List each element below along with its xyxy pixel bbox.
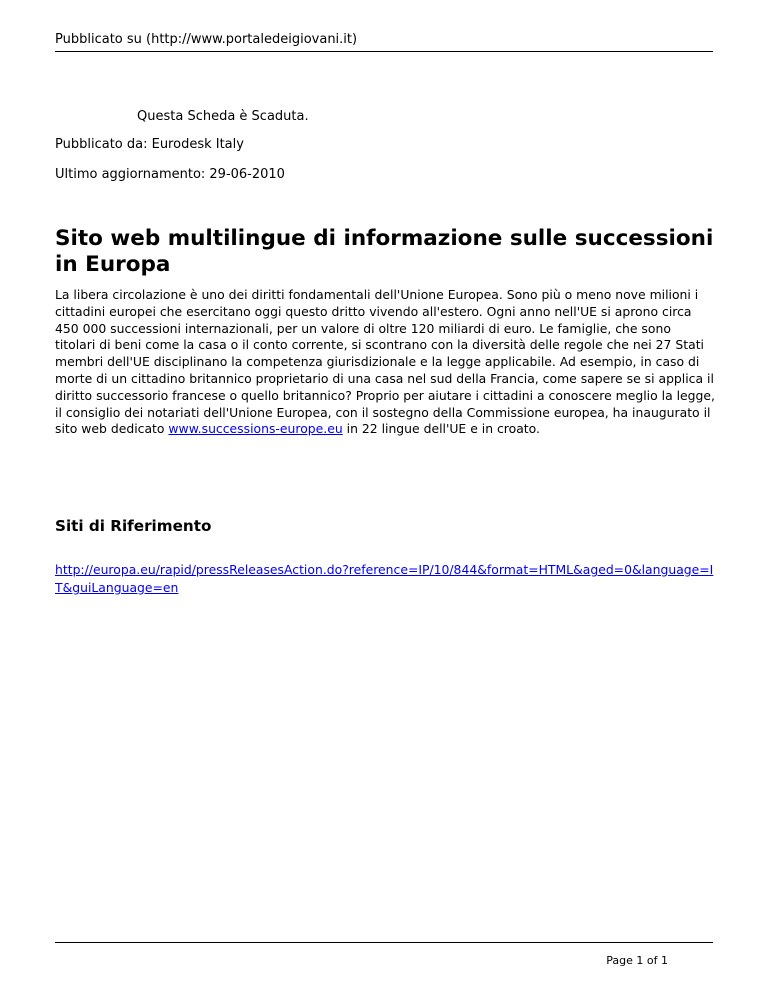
last-update: Ultimo aggiornamento: 29-06-2010 — [55, 167, 285, 182]
page-number: Page 1 of 1 — [606, 954, 668, 967]
reference-link[interactable]: http://europa.eu/rapid/pressReleasesAction.do?reference=IP/10/844&format=HTML&aged=0&language=IT&guiLanguage=en — [55, 562, 714, 595]
successions-europe-link[interactable]: www.successions-europe.eu — [168, 421, 343, 437]
references-link-container — [55, 561, 717, 597]
article-body-main: La libera circolazione è uno dei diritti fondamentali dell'Unione Europea. Sono più o meno nove milioni i cittadini europei che esercitano oggi questo dritto vivendo all'estero. Ogni anno nell'UE si aprono circa 450 000 successioni internazionali, per un valore di oltre 120 miliardi di euro. Le famiglie, che sono titolari di beni come la casa o il conto corrente, si scontrano con la diversità delle regole che nei 27 Stati membri dell'UE disciplinano la competenza giurisdizionale e la legge applicabile. Ad esempio, in caso di morte di un cittadino britannico proprietario di una casa nel sud della Francia, come sapere se si applica il diritto successorio francese o quello britannico? Proprio per aiutare i cittadini a conoscere meglio la legge, il consiglio dei notariati dell'Unione Europea, con il sostegno della Commissione europea, ha inaugurato il sito web dedicato — [55, 287, 715, 437]
article-body-end: in 22 lingue dell'UE e in croato. — [342, 421, 540, 437]
expired-notice: Questa Scheda è Scaduta. — [137, 109, 309, 124]
references-title: Siti di Riferimento — [55, 517, 212, 535]
article-title: Sito web multilingue di informazione sulle successioni in Europa — [55, 226, 714, 277]
article-body — [55, 287, 715, 438]
footer-divider — [55, 942, 713, 943]
published-by: Pubblicato da: Eurodesk Italy — [55, 137, 244, 152]
published-on-header: Pubblicato su (http://www.portaledeigiovani.it) — [55, 31, 713, 52]
